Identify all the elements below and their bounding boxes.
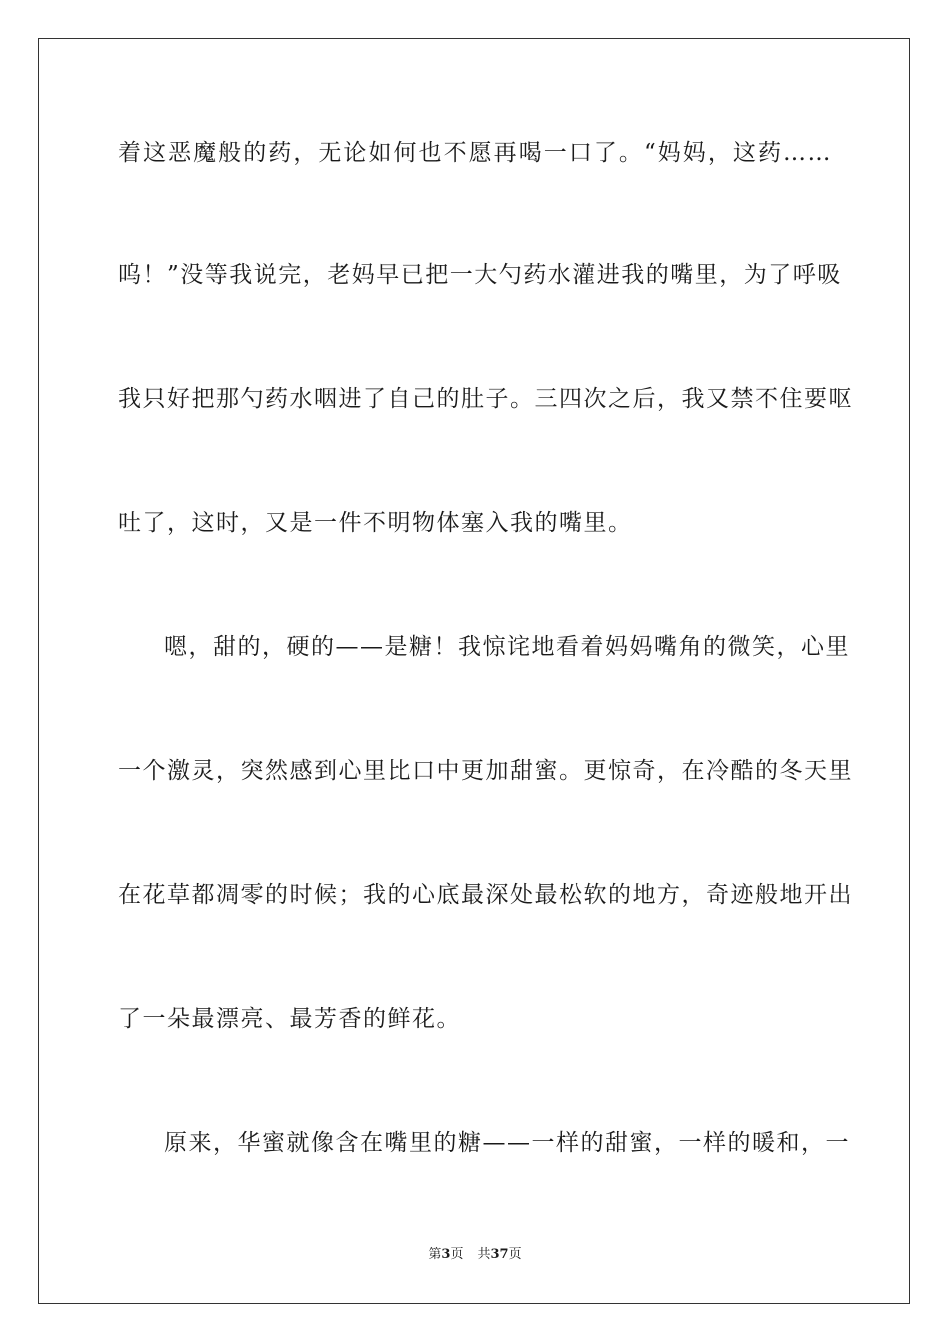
page-footer: [0, 1246, 950, 1264]
total-prefix: 共: [477, 1247, 491, 1262]
text-line: 着这恶魔般的药，无论如何也不愿再喝一口了。“妈妈，这药……: [118, 140, 832, 166]
paragraph-first-line: 嗯，甜的，硬的——是糖！我惊诧地看着妈妈嘴角的微笑，心里: [164, 634, 850, 660]
page-prefix: 第: [428, 1247, 442, 1262]
text-line: 我只好把那勺药水咽进了自己的肚子。三四次之后，我又禁不住要呕: [118, 386, 853, 412]
text-line: 在花草都凋零的时候；我的心底最深处最松软的地方，奇迹般地开出: [118, 882, 853, 908]
total-suffix: 页: [508, 1247, 522, 1262]
total-pages: 37: [490, 1247, 509, 1262]
text-line: 了一朵最漂亮、最芳香的鲜花。: [118, 1006, 461, 1032]
text-line: 吐了，这时，又是一件不明物体塞入我的嘴里。: [118, 510, 633, 536]
page-suffix: 页: [450, 1247, 464, 1262]
page-border: [38, 38, 910, 1304]
text-line: 呜！”没等我说完，老妈早已把一大勺药水灌进我的嘴里，为了呼吸: [118, 262, 842, 288]
text-line: 一个激灵，突然感到心里比口中更加甜蜜。更惊奇，在冷酷的冬天里: [118, 758, 853, 784]
paragraph-first-line: 原来，华蜜就像含在嘴里的糖——一样的甜蜜，一样的暖和，一: [164, 1130, 850, 1156]
page-number: 3: [441, 1247, 451, 1262]
